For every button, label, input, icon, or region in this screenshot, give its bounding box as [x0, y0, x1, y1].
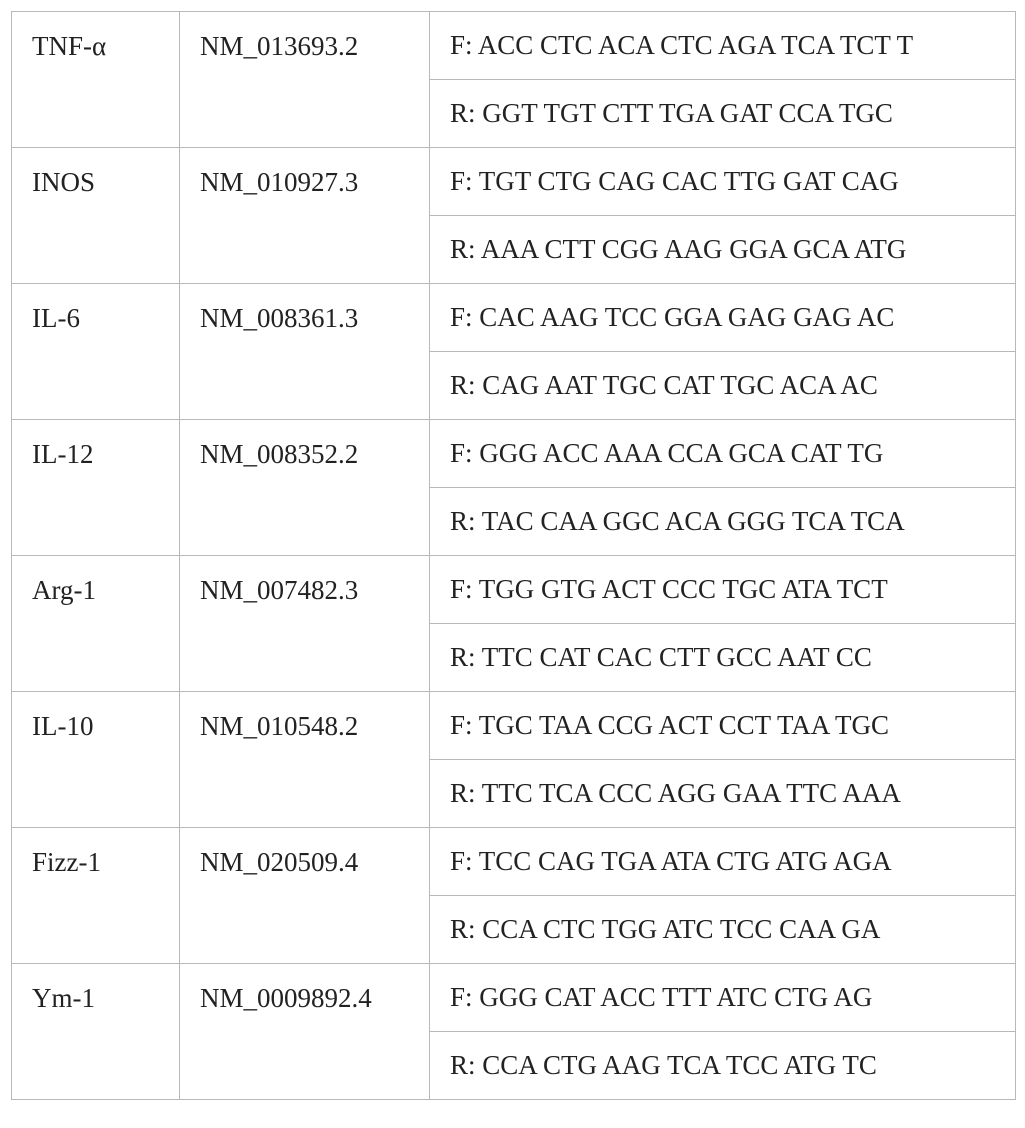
table-row [12, 692, 1016, 760]
accession-cell: NM_010927.3 [180, 148, 430, 284]
accession-cell: NM_0009892.4 [180, 964, 430, 1100]
reverse-primer-cell: R: TTC CAT CAC CTT GCC AAT CC [430, 624, 1016, 692]
gene-name-cell: TNF-α [12, 12, 180, 148]
primer-table-body [12, 12, 1016, 1100]
forward-primer-cell: F: TGT CTG CAG CAC TTG GAT CAG [430, 148, 1016, 216]
accession-cell: NM_007482.3 [180, 556, 430, 692]
gene-name-cell: INOS [12, 148, 180, 284]
gene-name-cell: Fizz-1 [12, 828, 180, 964]
accession-cell: NM_008352.2 [180, 420, 430, 556]
table-row [12, 148, 1016, 216]
accession-cell: NM_010548.2 [180, 692, 430, 828]
reverse-primer-cell: R: CAG AAT TGC CAT TGC ACA AC [430, 352, 1016, 420]
forward-primer-cell: F: GGG CAT ACC TTT ATC CTG AG [430, 964, 1016, 1032]
gene-name-cell: Arg-1 [12, 556, 180, 692]
accession-cell: NM_008361.3 [180, 284, 430, 420]
accession-cell: NM_013693.2 [180, 12, 430, 148]
reverse-primer-cell: R: AAA CTT CGG AAG GGA GCA ATG [430, 216, 1016, 284]
reverse-primer-cell: R: CCA CTG AAG TCA TCC ATG TC [430, 1032, 1016, 1100]
reverse-primer-cell: R: CCA CTC TGG ATC TCC CAA GA [430, 896, 1016, 964]
reverse-primer-cell: R: GGT TGT CTT TGA GAT CCA TGC [430, 80, 1016, 148]
reverse-primer-cell: R: TTC TCA CCC AGG GAA TTC AAA [430, 760, 1016, 828]
accession-cell: NM_020509.4 [180, 828, 430, 964]
forward-primer-cell: F: TGC TAA CCG ACT CCT TAA TGC [430, 692, 1016, 760]
table-row [12, 828, 1016, 896]
gene-name-cell: IL-12 [12, 420, 180, 556]
table-row [12, 284, 1016, 352]
table-row [12, 556, 1016, 624]
table-row [12, 420, 1016, 488]
primer-table [11, 11, 1016, 1100]
forward-primer-cell: F: GGG ACC AAA CCA GCA CAT TG [430, 420, 1016, 488]
forward-primer-cell: F: CAC AAG TCC GGA GAG GAG AC [430, 284, 1016, 352]
table-row [12, 964, 1016, 1032]
table-row [12, 12, 1016, 80]
gene-name-cell: Ym-1 [12, 964, 180, 1100]
reverse-primer-cell: R: TAC CAA GGC ACA GGG TCA TCA [430, 488, 1016, 556]
gene-name-cell: IL-10 [12, 692, 180, 828]
forward-primer-cell: F: TCC CAG TGA ATA CTG ATG AGA [430, 828, 1016, 896]
forward-primer-cell: F: ACC CTC ACA CTC AGA TCA TCT T [430, 12, 1016, 80]
gene-name-cell: IL-6 [12, 284, 180, 420]
forward-primer-cell: F: TGG GTG ACT CCC TGC ATA TCT [430, 556, 1016, 624]
